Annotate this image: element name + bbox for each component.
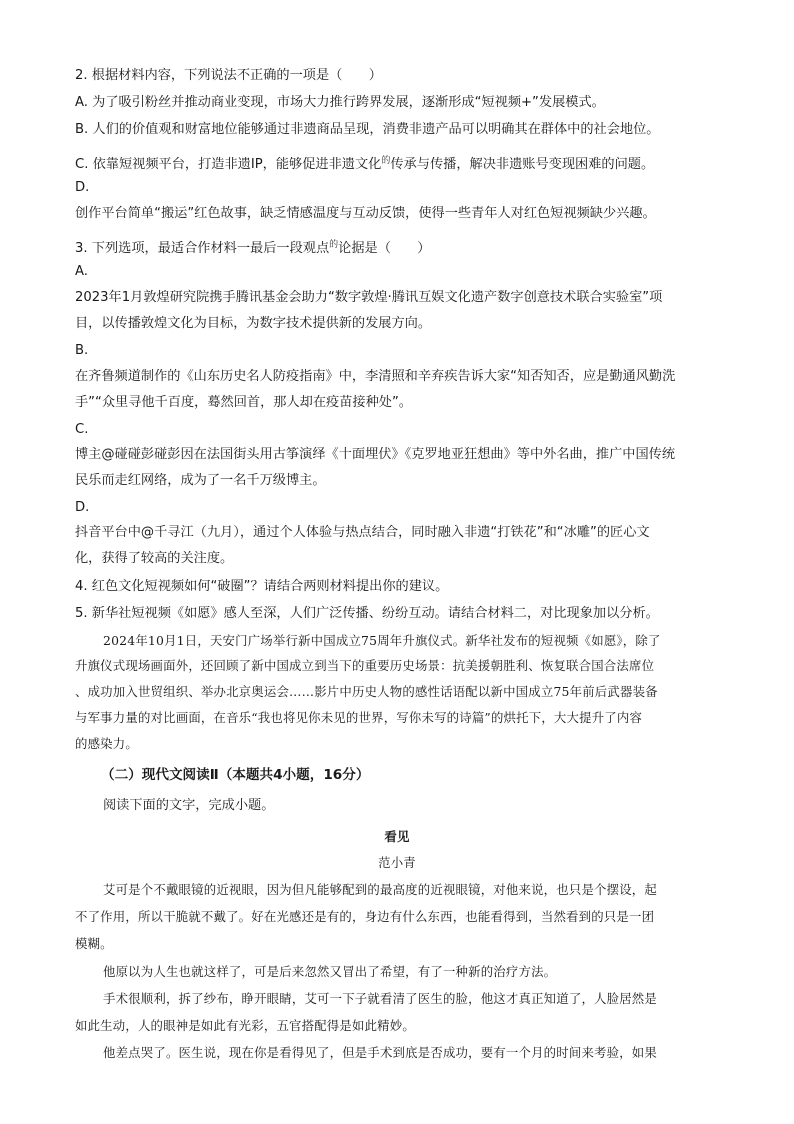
q3-stem-part1: 3. 下列选项，最适合作材料一最后一段观点 bbox=[75, 241, 330, 256]
q3-option-d-line1: 抖音平台中@千寻江（九月），通过个人体验与热点结合，同时融入非遗“打铁花”和“冰雕”的匠心文 bbox=[75, 525, 650, 540]
q3-stem-mark: 的 bbox=[329, 240, 339, 250]
q3-option-a-line1: 2023年1月敦煌研究院携手腾讯基金会助力“数字敦煌·腾讯互娱文化遗产数字创意技术联合实验室”项 bbox=[75, 290, 663, 305]
material-line-5: 的感染力。 bbox=[75, 736, 138, 751]
story-p3-line1: 手术很顺利，拆了纱布，睁开眼睛，艾可一下子就看清了医生的脸，他这才真正知道了，人脸居然是 bbox=[103, 991, 657, 1006]
q3-option-d-line2: 化，获得了较高的关注度。 bbox=[75, 551, 234, 566]
q3-option-a-line2: 目，以传播敦煌文化为目标，为数字技术提供新的发展方向。 bbox=[75, 316, 432, 331]
story-author: 范小青 bbox=[378, 855, 416, 870]
q2-option-c-part2: 传承与传播，解决非遗账号变现困难的问题。 bbox=[390, 157, 655, 172]
q3-stem-part2: 论据是（ ） bbox=[338, 241, 431, 256]
q3-option-c-label: C. bbox=[75, 422, 89, 437]
story-p2-line1: 他原以为人生也就这样了，可是后来忽然又冒出了希望，有了一种新的治疗方法。 bbox=[103, 964, 557, 979]
story-title: 看见 bbox=[384, 829, 410, 844]
q2-option-c-part1: C. 依靠短视频平台，打造非遗IP，能够促进非遗文化 bbox=[75, 157, 382, 172]
q2-option-c-mark: 的 bbox=[381, 156, 391, 166]
q3-option-b-label: B. bbox=[75, 343, 89, 358]
q3-option-b-line2: 手”“众里寻他千百度，蓦然回首，那人却在疫苗接种处”。 bbox=[75, 395, 412, 410]
q3-stem bbox=[75, 236, 720, 258]
q2-stem: 2. 根据材料内容，下列说法不正确的一项是（ ） bbox=[75, 68, 382, 83]
section-instruction: 阅读下面的文字，完成小题。 bbox=[103, 798, 275, 813]
material-line-4: 与军事力量的对比画面，在音乐“我也将见你未见的世界，写你未写的诗篇”的烘托下，大大提升了内容 bbox=[75, 710, 643, 725]
story-p3-line2: 如此生动，人的眼神是如此有光彩，五官搭配得是如此精妙。 bbox=[75, 1018, 415, 1033]
section-heading: （二）现代文阅读Ⅱ（本题共4小题，16分） bbox=[101, 767, 370, 783]
material-line-2: 升旗仪式现场画面外，还回顾了新中国成立到当下的重要历史场景：抗美援朝胜利、恢复联合国合法席位 bbox=[75, 658, 655, 673]
q2-option-d-text: 创作平台简单“搬运”红色故事，缺乏情感温度与互动反馈，使得一些青年人对红色短视频缺少兴趣。 bbox=[75, 206, 656, 221]
q2-option-c bbox=[75, 152, 720, 174]
story-p1-line1: 艾可是个不戴眼镜的近视眼，因为但凡能够配到的最高度的近视眼镜，对他来说，也只是个摆设，起 bbox=[103, 882, 657, 897]
q3-option-c-line2: 民乐而走红网络，成为了一名千万级博主。 bbox=[75, 473, 326, 488]
q3-option-a-label: A. bbox=[75, 264, 88, 279]
story-p1-line2: 不了作用，所以干脆就不戴了。好在光感还是有的，身边有什么东西，也能看得到，当然看到的只是一团 bbox=[75, 909, 655, 924]
q3-option-c-line1: 博主@碰碰彭碰彭因在法国街头用古筝演绎《十面埋伏》《克罗地亚狂想曲》等中外名曲，推广中国传统 bbox=[75, 447, 676, 462]
story-p1-line3: 模糊。 bbox=[75, 936, 113, 951]
q3-option-d-label: D. bbox=[75, 500, 90, 515]
material-line-1: 2024年10月1日，天安门广场举行新中国成立75周年升旗仪式。新华社发布的短视频《如愿》，除了 bbox=[103, 633, 661, 648]
q5-stem: 5. 新华社短视频《如愿》感人至深，人们广泛传播、纷纷互动。请结合材料二，对比现象加以分析。 bbox=[75, 606, 659, 621]
q2-option-d-label: D. bbox=[75, 180, 90, 195]
material-line-3: 、成功加入世贸组织、举办北京奥运会……影片中历史人物的感性话语配以新中国成立75年前后武器装备 bbox=[75, 684, 658, 699]
q2-option-a: A. 为了吸引粉丝并推动商业变现，市场大力推行跨界发展，逐渐形成“短视频+”发展模式。 bbox=[75, 95, 605, 110]
q2-option-b: B. 人们的价值观和财富地位能够通过非遗商品呈现，消费非遗产品可以明确其在群体中的社会地位。 bbox=[75, 122, 660, 137]
q4-stem: 4. 红色文化短视频如何“破圈”？请结合两则材料提出你的建议。 bbox=[75, 579, 449, 594]
q3-option-b-line1: 在齐鲁频道制作的《山东历史名人防疫指南》中，李清照和辛弃疾告诉大家“知否知否，应是勤通风勤洗 bbox=[75, 369, 676, 384]
story-p4-line1: 他差点哭了。医生说，现在你是看得见了，但是手术到底是否成功，要有一个月的时间来考验，如果 bbox=[103, 1045, 657, 1060]
